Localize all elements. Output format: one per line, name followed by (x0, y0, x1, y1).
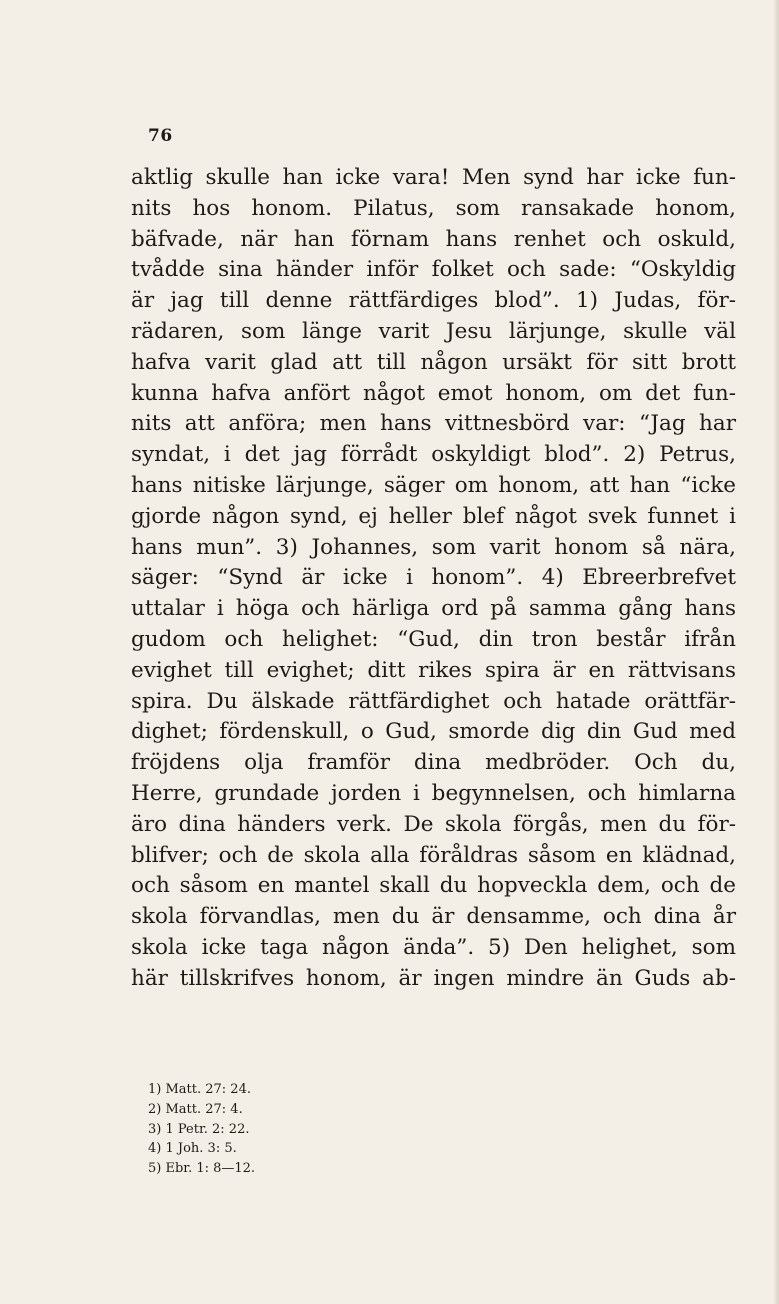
text-line: uttalar i höga och härliga ord på samma gång hans (131, 596, 736, 622)
text-line: Herre, grundade jorden i begynnelsen, och himlarna (131, 780, 736, 806)
text-line: hafva varit glad att till någon ursäkt för sitt brott (131, 349, 736, 375)
text-line: fröjdens olja framför dina medbröder. Och du, (131, 750, 736, 776)
footnote: 2) Matt. 27: 4. (148, 1101, 243, 1117)
footnote: 5) Ebr. 1: 8—12. (148, 1161, 256, 1177)
page-edge-shadow (773, 0, 779, 1304)
text-line: skola förvandlas, men du är densamme, och dina år (131, 904, 736, 930)
text-line: gudom och helighet: “Gud, din tron består ifrån (131, 626, 736, 652)
text-line: hans nitiske lärjunge, säger om honom, att han “icke (131, 472, 736, 498)
text-line: hans mun”. 3) Johannes, som varit honom så nära, (131, 534, 736, 560)
text-line: rädaren, som länge varit Jesu lärjunge, skulle väl (131, 318, 736, 344)
footnote: 4) 1 Joh. 3: 5. (148, 1141, 237, 1157)
footnotes (148, 1080, 448, 1179)
text-line: tvådde sina händer inför folket och sade: “Oskyldig (131, 257, 736, 283)
footnote: 3) 1 Petr. 2: 22. (148, 1121, 250, 1137)
text-line: äro dina händers verk. De skola förgås, men du för- (131, 811, 736, 837)
text-line: syndat, i det jag förrådt oskyldigt blod”. 2) Petrus, (131, 442, 736, 468)
text-line: skola icke taga någon ända”. 5) Den helighet, som (131, 934, 736, 960)
text-line: bäfvade, när han förnam hans renhet och oskuld, (131, 226, 736, 252)
text-line: är jag till denne rättfärdiges blod”. 1) Judas, för- (131, 288, 736, 314)
page-number: 76 (148, 126, 173, 146)
text-line: evighet till evighet; ditt rikes spira är en rättvisans (131, 657, 736, 683)
text-line: och såsom en mantel skall du hopveckla dem, och de (131, 873, 736, 899)
text-line: spira. Du älskade rättfärdighet och hatade orättfär- (131, 688, 736, 714)
text-line: gjorde någon synd, ej heller blef något svek funnet i (131, 503, 736, 529)
text-line: säger: “Synd är icke i honom”. 4) Ebreerbrefvet (131, 565, 736, 591)
text-line: dighet; fördenskull, o Gud, smorde dig din Gud med (131, 719, 736, 745)
text-line: nits att anföra; men hans vittnesbörd var: “Jag har (131, 411, 736, 437)
text-line: kunna hafva anfört något emot honom, om det fun- (131, 380, 736, 406)
text-line: blifver; och de skola alla föråldras såsom en klädnad, (131, 842, 736, 868)
body-text (131, 163, 736, 995)
text-line: aktlig skulle han icke vara! Men synd har icke fun- (131, 165, 736, 190)
text-line: nits hos honom. Pilatus, som ransakade honom, (131, 195, 736, 221)
text-line: här tillskrifves honom, är ingen mindre än Guds ab- (131, 965, 736, 991)
footnote: 1) Matt. 27: 24. (148, 1082, 251, 1097)
